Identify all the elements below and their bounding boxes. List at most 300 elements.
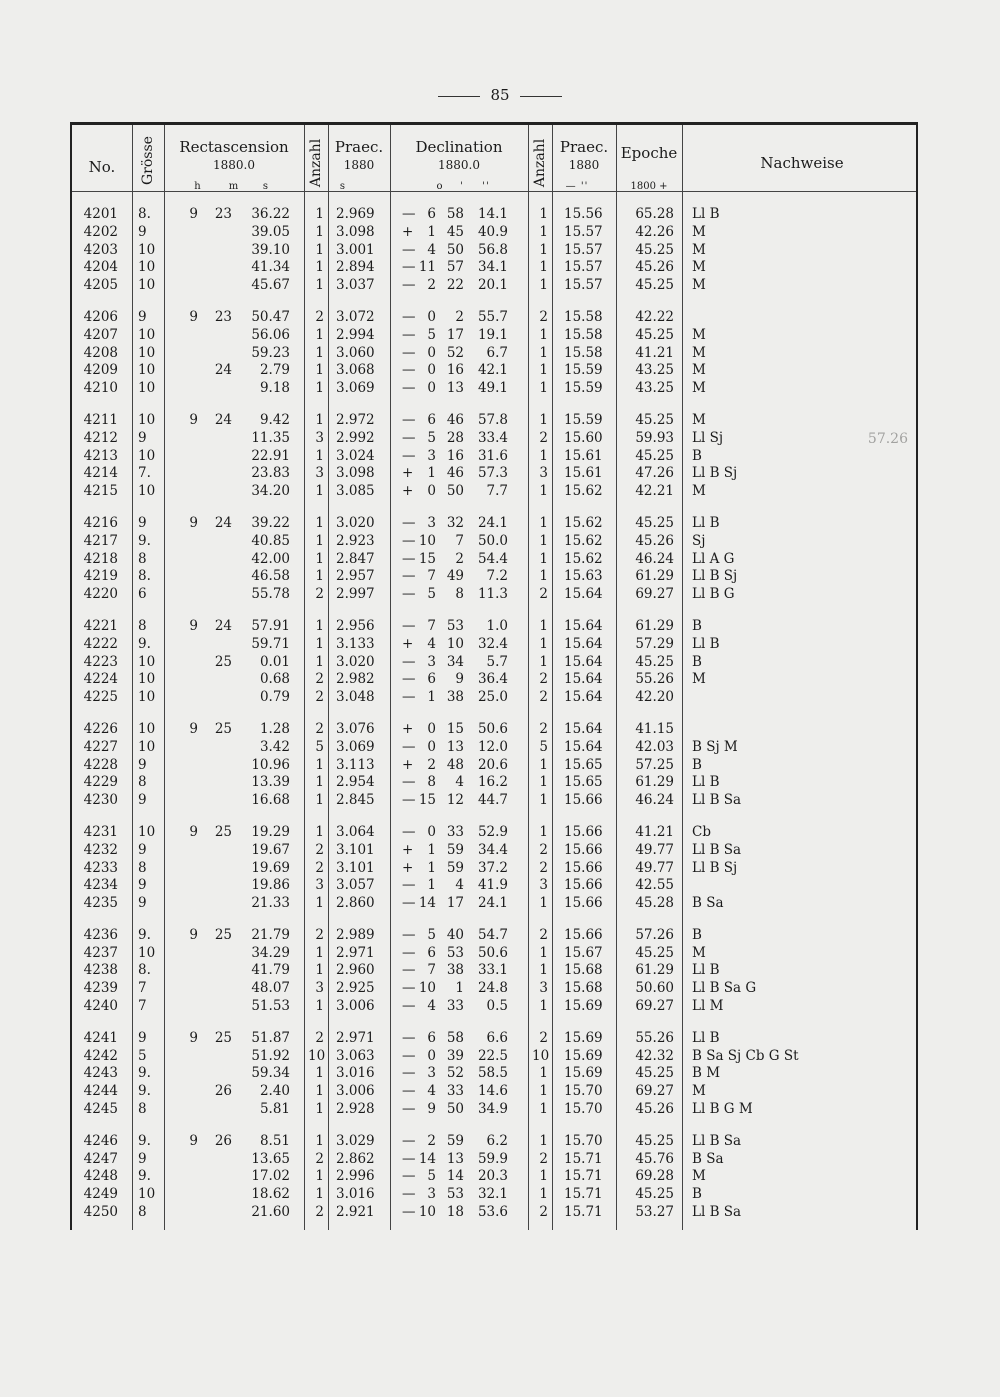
cell-n2: 3 [539, 877, 548, 894]
cell-s: 0.79 [259, 689, 290, 706]
page-number-value: 85 [490, 86, 510, 104]
cell-n: 1 [315, 1065, 324, 1082]
cell-ep: 45.25 [635, 944, 674, 961]
cell-no: 4223 [83, 653, 118, 670]
cell-nw: B [692, 926, 702, 943]
header-praec-decl-unit: — '' [565, 181, 589, 192]
cell-no: 4249 [83, 1186, 118, 1203]
table-row [72, 308, 920, 326]
cell-h: 9 [189, 926, 198, 943]
cell-s: 13.65 [251, 1150, 290, 1167]
cell-n2: 10 [532, 1047, 550, 1064]
cell-pra: 3.072 [336, 308, 375, 325]
cell-prd: 15.69 [564, 998, 603, 1015]
cell-gr: 9 [138, 841, 147, 858]
cell-prd: 15.70 [564, 1132, 603, 1149]
cell-d: 3 [427, 514, 436, 531]
table-row [72, 1082, 920, 1100]
cell-n: 1 [315, 223, 324, 240]
cell-gr: 9 [138, 895, 147, 912]
cell-ep: 65.28 [635, 206, 674, 222]
cell-n2: 1 [539, 1083, 548, 1100]
cell-n: 1 [315, 653, 324, 670]
cell-prd: 15.66 [564, 792, 603, 809]
cell-pra: 2.982 [336, 671, 375, 688]
cell-nw: M [692, 380, 706, 397]
cell-prd: 15.66 [564, 859, 603, 876]
cell-gr: 9. [138, 1132, 151, 1149]
cell-d: 6 [427, 206, 436, 222]
table-row [72, 894, 920, 912]
cell-d: 4 [427, 998, 436, 1015]
cell-dm: 46 [446, 411, 464, 428]
cell-n2: 2 [539, 841, 548, 858]
cell-n: 1 [315, 514, 324, 531]
cell-no: 4217 [83, 532, 118, 549]
cell-pra: 2.862 [336, 1150, 375, 1167]
cell-sg: — [402, 277, 416, 294]
cell-dm: 10 [446, 635, 464, 652]
cell-n: 1 [315, 277, 324, 294]
cell-d: 15 [418, 550, 436, 567]
cell-pra: 3.001 [336, 241, 375, 258]
cell-s: 41.79 [251, 962, 290, 979]
cell-nw: Ll Sj [692, 429, 724, 446]
cell-h: 9 [189, 1132, 198, 1149]
cell-no: 4237 [83, 944, 118, 961]
cell-n: 1 [315, 568, 324, 585]
cell-n: 1 [315, 756, 324, 773]
cell-d: 10 [418, 1204, 436, 1221]
cell-pra: 3.098 [336, 465, 375, 482]
table-row [72, 276, 920, 294]
table-row [72, 258, 920, 276]
cell-n: 1 [315, 1101, 324, 1118]
cell-gr: 8. [138, 568, 151, 585]
cell-no: 4214 [83, 465, 118, 482]
cell-sg: — [402, 1029, 416, 1046]
cell-s: 2.40 [259, 1083, 290, 1100]
cell-gr: 9 [138, 1029, 147, 1046]
cell-m: 24 [214, 362, 232, 379]
cell-sg: — [402, 895, 416, 912]
cell-s: 21.60 [251, 1204, 290, 1221]
cell-nw: Ll B [692, 206, 720, 222]
cell-pra: 3.020 [336, 514, 375, 531]
cell-m: 26 [214, 1083, 232, 1100]
cell-n2: 1 [539, 653, 548, 670]
margin-note: 57.26 [867, 431, 908, 447]
cell-ds: 20.1 [477, 277, 508, 294]
cell-sg: — [402, 1186, 416, 1203]
cell-no: 4250 [83, 1204, 118, 1221]
cell-n: 2 [315, 586, 324, 603]
cell-h: 9 [189, 617, 198, 634]
cell-dm: 59 [446, 859, 464, 876]
cell-ep: 42.32 [635, 1047, 674, 1064]
cell-d: 1 [427, 841, 436, 858]
cell-ep: 45.25 [635, 241, 674, 258]
cell-pra: 3.098 [336, 223, 375, 240]
cell-ds: 11.3 [477, 586, 508, 603]
cell-prd: 15.59 [564, 362, 603, 379]
cell-n: 1 [315, 326, 324, 343]
table-row [72, 1047, 920, 1065]
cell-n2: 3 [539, 465, 548, 482]
cell-nw: Ll B Sa [692, 792, 742, 809]
cell-no: 4230 [83, 792, 118, 809]
cell-nw: Ll B Sj [692, 859, 738, 876]
cell-m: 23 [214, 308, 232, 325]
cell-ep: 45.25 [635, 1065, 674, 1082]
cell-ep: 50.60 [635, 980, 674, 997]
cell-ep: 45.25 [635, 447, 674, 464]
cell-d: 4 [427, 635, 436, 652]
cell-dm: 12 [446, 792, 464, 809]
cell-no: 4224 [83, 671, 118, 688]
cell-sg: — [402, 241, 416, 258]
cell-gr: 9 [138, 223, 147, 240]
cell-gr: 8 [138, 1101, 147, 1118]
cell-ep: 69.27 [635, 1083, 674, 1100]
cell-dm: 40 [446, 926, 464, 943]
cell-ep: 55.26 [635, 671, 674, 688]
cell-sg: — [402, 944, 416, 961]
cell-d: 5 [427, 926, 436, 943]
cell-gr: 10 [138, 344, 156, 361]
cell-prd: 15.61 [564, 447, 603, 464]
cell-no: 4212 [83, 429, 118, 446]
cell-no: 4241 [83, 1029, 118, 1046]
cell-prd: 15.67 [564, 944, 603, 961]
cell-n2: 2 [539, 1204, 548, 1221]
header-ra-h: h [194, 181, 202, 192]
cell-n: 1 [315, 362, 324, 379]
cell-dm: 4 [455, 774, 464, 791]
cell-nw: M [692, 411, 706, 428]
dash-right [520, 96, 562, 97]
cell-pra: 3.133 [336, 635, 375, 652]
cell-dm: 14 [446, 1168, 464, 1185]
cell-prd: 15.71 [564, 1204, 603, 1221]
cell-m: 25 [214, 926, 232, 943]
cell-sg: + [402, 756, 414, 773]
cell-dm: 8 [455, 586, 464, 603]
cell-ep: 45.26 [635, 1101, 674, 1118]
cell-n2: 1 [539, 326, 548, 343]
cell-prd: 15.58 [564, 326, 603, 343]
cell-d: 6 [427, 1029, 436, 1046]
cell-ds: 50.6 [477, 944, 508, 961]
header-praec-ra-unit: s [339, 181, 347, 192]
cell-ep: 42.22 [635, 308, 674, 325]
cell-prd: 15.62 [564, 550, 603, 567]
cell-dm: 59 [446, 841, 464, 858]
cell-prd: 15.66 [564, 895, 603, 912]
cell-d: 4 [427, 1083, 436, 1100]
cell-s: 2.79 [259, 362, 290, 379]
cell-m: 25 [214, 653, 232, 670]
cell-sg: — [402, 738, 416, 755]
cell-no: 4245 [83, 1101, 118, 1118]
cell-nw: Ll B [692, 1029, 720, 1046]
cell-n2: 1 [539, 362, 548, 379]
cell-sg: — [402, 980, 416, 997]
cell-n: 1 [315, 1186, 324, 1203]
cell-prd: 15.64 [564, 586, 603, 603]
cell-no: 4209 [83, 362, 118, 379]
table-row [72, 944, 920, 962]
cell-n: 5 [315, 738, 324, 755]
cell-gr: 9 [138, 792, 147, 809]
cell-dm: 48 [446, 756, 464, 773]
header-epoche: Epoche [620, 144, 678, 162]
table-row [72, 532, 920, 550]
cell-nw: B [692, 447, 702, 464]
table-row [72, 617, 920, 635]
cell-nw: M [692, 1168, 706, 1185]
table-row [72, 344, 920, 362]
cell-gr: 10 [138, 1186, 156, 1203]
cell-prd: 15.57 [564, 277, 603, 294]
cell-dm: 53 [446, 944, 464, 961]
cell-gr: 10 [138, 241, 156, 258]
cell-s: 51.53 [251, 998, 290, 1015]
cell-ds: 24.1 [477, 514, 508, 531]
table-row [72, 205, 920, 223]
cell-dm: 32 [446, 514, 464, 531]
cell-m: 25 [214, 823, 232, 840]
cell-n: 2 [315, 1029, 324, 1046]
cell-no: 4242 [83, 1047, 118, 1064]
row-group [72, 308, 920, 397]
cell-d: 14 [418, 895, 436, 912]
cell-dm: 38 [446, 689, 464, 706]
cell-ds: 50.6 [477, 720, 508, 737]
cell-n2: 1 [539, 1168, 548, 1185]
cell-s: 13.39 [251, 774, 290, 791]
cell-prd: 15.62 [564, 514, 603, 531]
cell-s: 51.87 [251, 1029, 290, 1046]
table-row [72, 653, 920, 671]
cell-nw: M [692, 362, 706, 379]
cell-ds: 19.1 [477, 326, 508, 343]
cell-n2: 2 [539, 720, 548, 737]
table-row [72, 1150, 920, 1168]
cell-ep: 45.25 [635, 326, 674, 343]
cell-nw: Ll B Sa [692, 841, 742, 858]
cell-no: 4225 [83, 689, 118, 706]
cell-prd: 15.64 [564, 738, 603, 755]
cell-prd: 15.60 [564, 429, 603, 446]
cell-n2: 1 [539, 483, 548, 500]
cell-dm: 28 [446, 429, 464, 446]
cell-d: 0 [427, 308, 436, 325]
cell-ds: 5.7 [486, 653, 508, 670]
cell-gr: 10 [138, 689, 156, 706]
cell-no: 4226 [83, 720, 118, 737]
cell-sg: — [402, 877, 416, 894]
table-row [72, 738, 920, 756]
page-number [420, 86, 580, 104]
cell-s: 51.92 [251, 1047, 290, 1064]
cell-sg: — [402, 586, 416, 603]
cell-gr: 10 [138, 823, 156, 840]
cell-pra: 3.064 [336, 823, 375, 840]
cell-no: 4231 [83, 823, 118, 840]
cell-d: 0 [427, 1047, 436, 1064]
cell-h: 9 [189, 720, 198, 737]
cell-prd: 15.57 [564, 259, 603, 276]
cell-pra: 2.989 [336, 926, 375, 943]
cell-nw: Sj [692, 532, 706, 549]
cell-ep: 45.25 [635, 411, 674, 428]
cell-prd: 15.64 [564, 720, 603, 737]
cell-s: 9.18 [259, 380, 290, 397]
cell-ds: 6.6 [486, 1029, 508, 1046]
cell-no: 4218 [83, 550, 118, 567]
cell-n: 2 [315, 1204, 324, 1221]
cell-n2: 1 [539, 259, 548, 276]
cell-ds: 44.7 [477, 792, 508, 809]
row-group [72, 1029, 920, 1118]
cell-dm: 1 [455, 980, 464, 997]
cell-pra: 3.057 [336, 877, 375, 894]
cell-h: 9 [189, 411, 198, 428]
cell-n2: 1 [539, 1065, 548, 1082]
cell-nw: B Sa [692, 1150, 724, 1167]
cell-sg: — [402, 1047, 416, 1064]
cell-gr: 9 [138, 877, 147, 894]
cell-gr: 9. [138, 532, 151, 549]
cell-nw: M [692, 259, 706, 276]
cell-no: 4210 [83, 380, 118, 397]
cell-n: 3 [315, 877, 324, 894]
cell-s: 19.29 [251, 823, 290, 840]
cell-n: 2 [315, 841, 324, 858]
cell-sg: — [402, 1204, 416, 1221]
cell-sg: — [402, 671, 416, 688]
cell-dm: 50 [446, 241, 464, 258]
cell-s: 59.23 [251, 344, 290, 361]
cell-s: 0.68 [259, 671, 290, 688]
cell-pra: 2.925 [336, 980, 375, 997]
cell-d: 3 [427, 653, 436, 670]
cell-d: 15 [418, 792, 436, 809]
cell-d: 1 [427, 223, 436, 240]
cell-s: 45.67 [251, 277, 290, 294]
cell-no: 4203 [83, 241, 118, 258]
cell-prd: 15.71 [564, 1150, 603, 1167]
cell-prd: 15.64 [564, 671, 603, 688]
cell-n2: 1 [539, 223, 548, 240]
cell-pra: 2.928 [336, 1101, 375, 1118]
cell-nw: B [692, 653, 702, 670]
cell-nw: M [692, 326, 706, 343]
cell-d: 5 [427, 326, 436, 343]
cell-n2: 1 [539, 1186, 548, 1203]
cell-gr: 10 [138, 380, 156, 397]
cell-ds: 37.2 [477, 859, 508, 876]
cell-prd: 15.68 [564, 962, 603, 979]
cell-no: 4228 [83, 756, 118, 773]
cell-prd: 15.62 [564, 532, 603, 549]
header-decl: Declination [415, 138, 503, 156]
cell-n: 1 [315, 532, 324, 549]
cell-sg: — [402, 550, 416, 567]
cell-dm: 52 [446, 344, 464, 361]
cell-sg: — [402, 380, 416, 397]
cell-ds: 33.1 [477, 962, 508, 979]
cell-prd: 15.64 [564, 635, 603, 652]
cell-d: 7 [427, 568, 436, 585]
cell-s: 18.62 [251, 1186, 290, 1203]
cell-nw: M [692, 483, 706, 500]
cell-gr: 7. [138, 465, 151, 482]
cell-ds: 57.8 [477, 411, 508, 428]
cell-d: 5 [427, 1168, 436, 1185]
cell-n2: 1 [539, 277, 548, 294]
cell-sg: — [402, 1168, 416, 1185]
cell-s: 8.51 [259, 1132, 290, 1149]
cell-d: 8 [427, 774, 436, 791]
cell-nw: M [692, 241, 706, 258]
cell-pra: 2.994 [336, 326, 375, 343]
cell-s: 0.01 [259, 653, 290, 670]
cell-d: 3 [427, 1186, 436, 1203]
cell-s: 22.91 [251, 447, 290, 464]
cell-ds: 1.0 [486, 617, 508, 634]
table-row [72, 841, 920, 859]
cell-dm: 53 [446, 617, 464, 634]
cell-ds: 31.6 [477, 447, 508, 464]
cell-n2: 5 [539, 738, 548, 755]
cell-gr: 9. [138, 1168, 151, 1185]
cell-prd: 15.68 [564, 980, 603, 997]
cell-nw: Ll B [692, 962, 720, 979]
cell-nw: Ll B Sj [692, 465, 738, 482]
cell-dm: 13 [446, 738, 464, 755]
cell-nw: M [692, 277, 706, 294]
row-group [72, 411, 920, 500]
table-row [72, 326, 920, 344]
cell-nw: M [692, 344, 706, 361]
cell-ds: 14.6 [477, 1083, 508, 1100]
cell-ep: 42.26 [635, 223, 674, 240]
cell-ds: 20.3 [477, 1168, 508, 1185]
cell-d: 7 [427, 617, 436, 634]
cell-d: 1 [427, 877, 436, 894]
cell-dm: 38 [446, 962, 464, 979]
cell-prd: 15.57 [564, 223, 603, 240]
cell-n: 1 [315, 792, 324, 809]
cell-sg: — [402, 429, 416, 446]
cell-d: 10 [418, 532, 436, 549]
cell-dm: 59 [446, 1132, 464, 1149]
header-no: No. [88, 158, 116, 176]
cell-n: 1 [315, 962, 324, 979]
cell-prd: 15.64 [564, 689, 603, 706]
cell-prd: 15.65 [564, 756, 603, 773]
cell-nw: B Sj M [692, 738, 738, 755]
cell-s: 23.83 [251, 465, 290, 482]
table-row [72, 567, 920, 585]
cell-ds: 55.7 [477, 308, 508, 325]
cell-n: 1 [315, 1132, 324, 1149]
cell-n: 2 [315, 689, 324, 706]
cell-d: 0 [427, 738, 436, 755]
cell-prd: 15.57 [564, 241, 603, 258]
